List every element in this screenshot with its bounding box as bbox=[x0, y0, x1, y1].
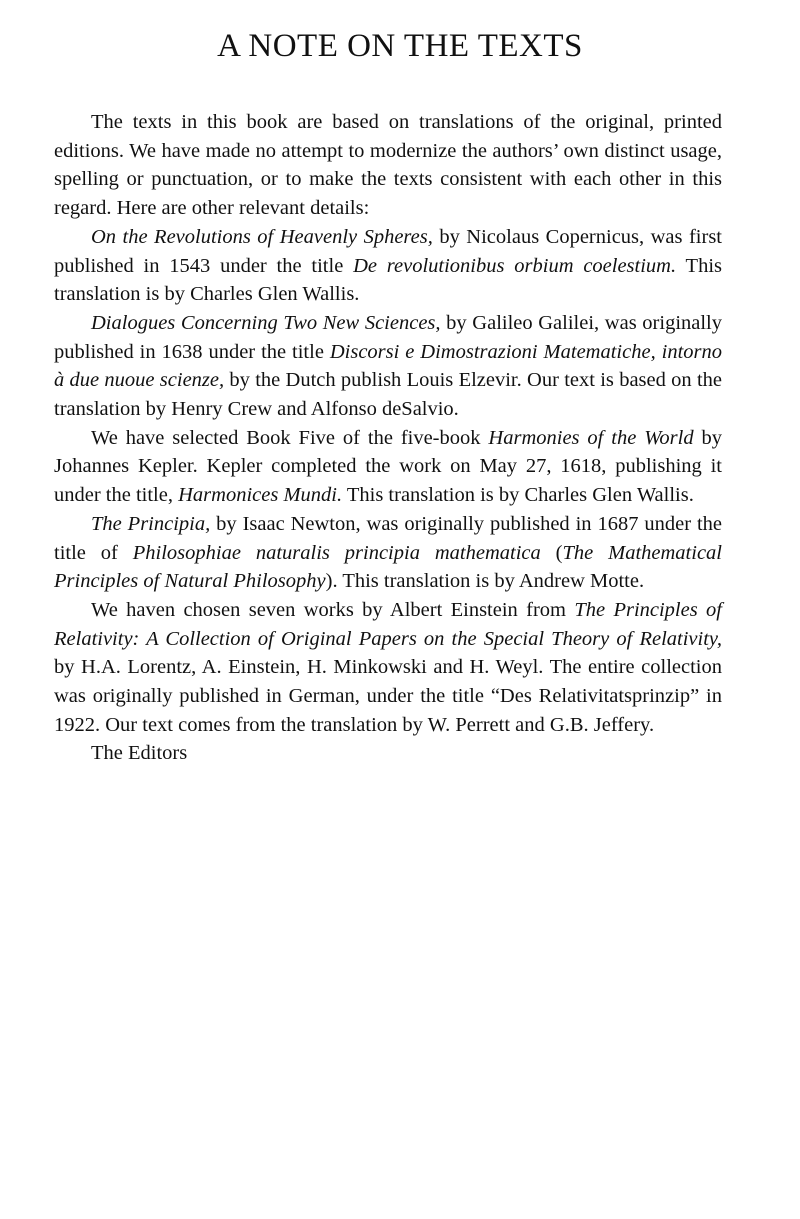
italic-title-text: Philosophiae naturalis principia mathematica bbox=[132, 541, 541, 564]
body-text: by the Dutch publish Louis Elzevir. Our text is based on the translation by Henry Crew and Alfonso deSalvio. bbox=[54, 369, 722, 421]
paragraph-newton bbox=[54, 510, 722, 596]
italic-title-text: Harmonies of the World bbox=[488, 426, 694, 449]
italic-title-text: On the Revolutions of Heavenly Spheres, bbox=[91, 225, 433, 248]
italic-title-text: Dialogues Concerning Two New Sciences, bbox=[91, 311, 441, 334]
body-text: by Johannes Kepler. Kepler completed the work on May 27, 1618, publishing it under the title, bbox=[54, 426, 722, 507]
body-text: The texts in this book are based on translations of the original, printed editions. We have made no attempt to modernize the authors’ own distinct usage, spelling or punctuation, or to make the texts consistent with each other in this regard. Here are other relevant details: bbox=[54, 111, 722, 220]
paragraph-einstein bbox=[54, 596, 722, 740]
italic-title-text: The Principia, bbox=[91, 512, 211, 535]
body-text: by Isaac Newton, was originally published in 1687 under the title of bbox=[54, 512, 722, 564]
italic-title-text: Discorsi e Dimostrazioni Matematiche, intorno à due nuoue scienze, bbox=[54, 340, 722, 392]
body-text: by H.A. Lorentz, A. Einstein, H. Minkowski and H. Weyl. The entire collection was originally published in German, under the title “Des Relativitatsprinzip” in 1922. Our text comes from the translation by W. Perrett and G.B. Jeffery. bbox=[54, 656, 722, 736]
italic-title-text: De revolutionibus orbium coelestium. bbox=[353, 254, 677, 277]
italic-title-text: Harmonices Mundi. bbox=[178, 484, 343, 507]
note-body bbox=[54, 108, 722, 768]
paragraph-copernicus bbox=[54, 223, 722, 309]
signature: The Editors bbox=[91, 742, 188, 765]
paragraph-intro bbox=[54, 108, 722, 223]
italic-title-text: The Principles of Relativity: A Collection of Original Papers on the Special Theory of Relativity, bbox=[54, 598, 722, 650]
paragraph-galileo bbox=[54, 309, 722, 424]
body-text: ). This translation is by Andrew Motte. bbox=[325, 570, 645, 593]
italic-title-text: The Mathematical Principles of Natural Philosophy bbox=[54, 541, 722, 593]
body-text: by Galileo Galilei, was originally published in 1638 under the title bbox=[54, 311, 723, 363]
body-text: We have selected Book Five of the five-book bbox=[91, 426, 489, 449]
body-text: ( bbox=[540, 541, 563, 564]
paragraph-kepler bbox=[54, 424, 722, 510]
body-text: This translation is by Charles Glen Wallis. bbox=[54, 254, 722, 306]
body-text: This translation is by Charles Glen Wallis. bbox=[342, 484, 694, 507]
body-text: We haven chosen seven works by Albert Einstein from bbox=[91, 598, 575, 621]
body-text: by Nicolaus Copernicus, was first published in 1543 under the title bbox=[54, 225, 722, 277]
page-title: A NOTE ON THE TEXTS bbox=[217, 28, 583, 64]
